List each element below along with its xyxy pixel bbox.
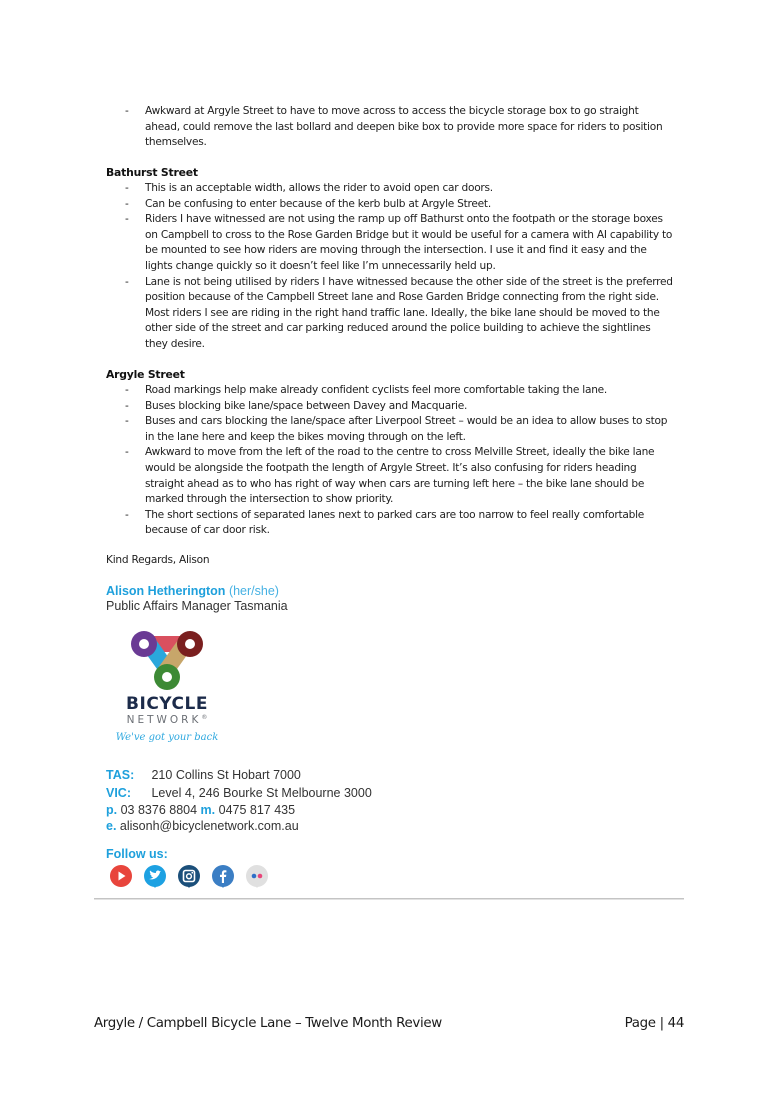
- bathurst-bullet-list: [106, 181, 676, 353]
- logo-wordmark-network: NETWORK®: [126, 714, 208, 726]
- bullet-item: - Buses blocking bike lane/space between Davey and Macquarie.: [106, 399, 676, 415]
- bullet-item: - Awkward to move from the left of the road to the centre to cross Melville Street, ideally the bike lane would be alongside the footpath the length of Argyle Street. It’s also confusing for riders heading straight ahead as to who has right of way when cars are turning left here – the bike lane should be marked through the intersection to show priority.: [125, 446, 655, 506]
- signature-name-line: [106, 584, 279, 598]
- bicycle-network-logo: [106, 626, 228, 752]
- argyle-bullet-list: [106, 383, 676, 539]
- contact-phones: [106, 803, 295, 817]
- flickr-icon[interactable]: [245, 864, 269, 888]
- logo-tagline: We've got your back: [115, 732, 219, 743]
- bullet-marker: -: [125, 399, 129, 412]
- contact-email-line: [106, 819, 299, 833]
- contact-label-email: e.: [106, 819, 117, 833]
- section-heading-bathurst-street: Bathurst Street: [106, 166, 198, 179]
- signature-pronouns: (her/she): [228, 584, 279, 598]
- bullet-marker: -: [125, 508, 129, 521]
- follow-us-label: Follow us:: [106, 847, 168, 861]
- contact-label-mobile: m.: [200, 803, 216, 817]
- twitter-icon[interactable]: [143, 864, 167, 888]
- intro-bullet-list: [106, 104, 676, 151]
- instagram-icon[interactable]: [177, 864, 201, 888]
- bicycle-chain-icon: [106, 626, 228, 694]
- bullet-item: - This is an acceptable width, allows the rider to avoid open car doors.: [106, 181, 676, 197]
- bullet-item: - Awkward at Argyle Street to have to move across to access the bicycle storage box to go straight ahead, could remove the last bollard and deepen bike box to provide more space for riders to position themselves.: [125, 105, 663, 149]
- signature-name: Alison Hetherington: [106, 584, 226, 598]
- contact-email-link[interactable]: alisonh@bicyclenetwork.com.au: [119, 819, 299, 833]
- bullet-marker: -: [125, 384, 129, 396]
- contact-label-phone: p.: [106, 803, 118, 817]
- bullet-item: - Road markings help make already confident cyclists feel more comfortable taking the lane.: [106, 383, 676, 399]
- contact-tas: [106, 768, 301, 782]
- contact-mobile[interactable]: 0475 817 435: [218, 803, 296, 817]
- footer-page-number: Page | 44: [624, 1016, 684, 1031]
- contact-address-vic: Level 4, 246 Bourke St Melbourne 3000: [151, 786, 372, 800]
- bullet-item: - Lane is not being utilised by riders I have witnessed because the other side of the street is the preferred position because of the Campbell Street lane and Rose Garden Bridge connecting from the right side. Most riders I see are riding in the right hand traffic lane. Ideally, the bike lane should be moved to the other side of the street and car parking reduced around the police building to achieve the sightlines they desire.: [125, 275, 673, 350]
- facebook-icon[interactable]: [211, 864, 235, 888]
- signature-title: Public Affairs Manager Tasmania: [106, 599, 288, 613]
- section-heading-argyle-street: Argyle Street: [106, 368, 185, 381]
- bullet-marker: -: [125, 105, 129, 117]
- bullet-item: - Can be confusing to enter because of the kerb bulb at Argyle Street.: [106, 197, 676, 213]
- bullet-item: - Buses and cars blocking the lane/space after Liverpool Street – would be an idea to allow buses to stop in the lane here and keep the bikes moving through on the left.: [125, 415, 668, 443]
- youtube-icon[interactable]: [109, 864, 133, 888]
- contact-phone[interactable]: 03 8376 8804: [120, 803, 198, 817]
- contact-vic: [106, 786, 372, 800]
- bullet-item: - Riders I have witnessed are not using the ramp up off Bathurst onto the footpath or the storage boxes on Campbell to cross to the Rose Garden Bridge but it would be useful for a camera with AI capability to be mounted to see how riders are moving through the intersection. I use it and find it easy and the lights change quickly so it doesn’t feel like I’m unnecessarily held up.: [125, 213, 673, 272]
- contact-label-vic: VIC:: [106, 786, 131, 800]
- bullet-marker: -: [125, 415, 129, 428]
- bullet-marker: -: [125, 446, 129, 459]
- horizontal-rule: [94, 898, 684, 900]
- contact-address-tas: 210 Collins St Hobart 7000: [151, 768, 301, 782]
- bullet-item: - The short sections of separated lanes next to parked cars are too narrow to feel really comfortable because of car door risk.: [125, 508, 645, 537]
- bullet-marker: -: [125, 197, 129, 210]
- contact-label-tas: TAS:: [106, 768, 135, 782]
- bullet-marker: -: [125, 213, 129, 226]
- logo-wordmark-bicycle: BICYCLE: [126, 694, 208, 714]
- bullet-marker: -: [125, 275, 129, 288]
- footer-document-title: Argyle / Campbell Bicycle Lane – Twelve Month Review: [94, 1016, 442, 1031]
- signoff-text: Kind Regards, Alison: [106, 554, 210, 566]
- bullet-marker: -: [125, 182, 129, 194]
